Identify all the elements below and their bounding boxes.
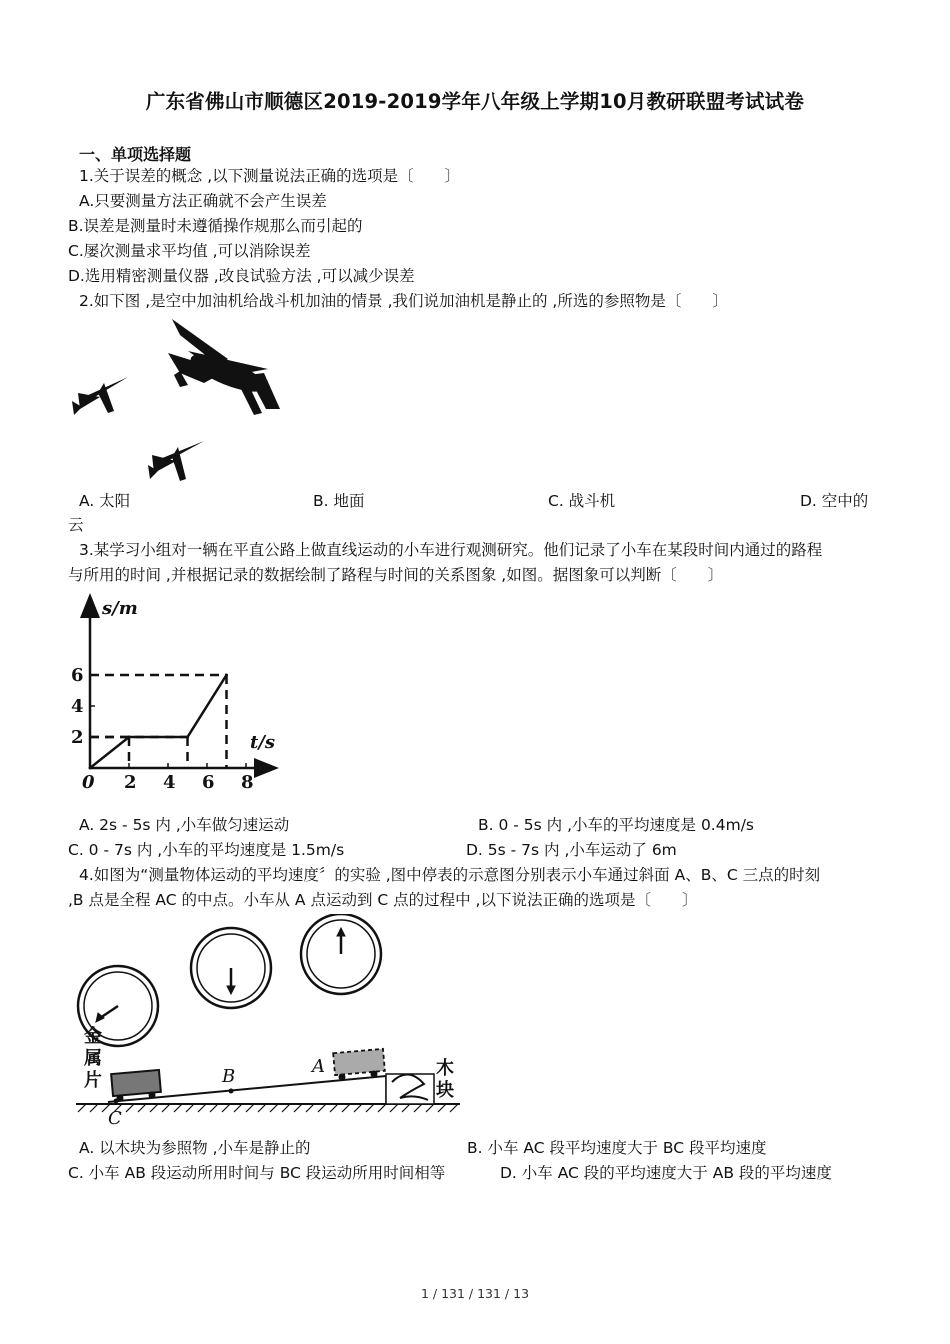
q3-option-c: C. 0 - 7s 内 ,小车的平均速度是 1.5m/s xyxy=(68,841,345,859)
q1-option-a: A.只要测量方法正确就不会产生误差 xyxy=(79,192,327,210)
q1-option-d: D.选用精密测量仪器 ,改良试验方法 ,可以减少误差 xyxy=(68,267,415,285)
q1-stem: 1.关于误差的概念 ,以下测量说法正确的选项是〔 〕 xyxy=(79,167,461,185)
stopwatch-b xyxy=(191,928,271,1008)
y-tick-label: 6 xyxy=(71,665,84,686)
page-title: 广东省佛山市顺德区2019-2019学年八年级上学期10月教研联盟考试试卷 xyxy=(145,90,805,113)
q4-option-d: D. 小车 AC 段的平均速度大于 AB 段的平均速度 xyxy=(500,1164,832,1182)
label-metal-3: 片 xyxy=(84,1070,102,1091)
car-at-a xyxy=(333,1049,385,1081)
q3-option-d: D. 5s - 7s 内 ,小车运动了 6m xyxy=(466,841,677,859)
x-tick-label: 2 xyxy=(124,772,137,793)
y-tick-label: 2 xyxy=(71,727,84,748)
q2-option-d: D. 空中的 xyxy=(800,492,869,510)
page-number: 1 / 131 / 131 / 13 xyxy=(420,1286,530,1301)
q4-option-a: A. 以木块为参照物 ,小车是静止的 xyxy=(79,1139,311,1157)
q1-option-b: B.误差是测量时未遵循操作规那么而引起的 xyxy=(68,217,363,235)
data-point xyxy=(128,736,131,739)
label-point-c: C xyxy=(108,1108,122,1129)
x-tick-label: 0 xyxy=(82,772,95,793)
refueling-aircraft-figure xyxy=(68,313,288,483)
car-at-c xyxy=(111,1070,161,1102)
q3-stem-line2: 与所用的时间 ,并根据记录的数据绘制了路程与时间的关系图象 ,如图。据图象可以判断〔 〕 xyxy=(68,566,724,584)
q4-stem-line2: ,B 点是全程 AC 的中点。小车从 A 点运动到 C 点的过程中 ,以下说法正确的选项是〔 〕 xyxy=(68,891,698,909)
x-tick-label: 8 xyxy=(241,772,254,793)
label-wood-2: 块 xyxy=(436,1080,454,1101)
label-metal-1: 金 xyxy=(84,1026,102,1047)
q4-stem-line1: 4.如图为“测量物体运动的平均速度〞的实验 ,图中停表的示意图分别表示小车通过斜面 A、B、C 三点的时刻 xyxy=(79,866,821,884)
q4-option-c: C. 小车 AB 段运动所用时间与 BC 段运动所用时间相等 xyxy=(68,1164,446,1182)
point-c-marker xyxy=(114,1099,119,1104)
ground xyxy=(76,1104,460,1112)
q2-stem: 2.如下图 ,是空中加油机给战斗机加油的情景 ,我们说加油机是静止的 ,所选的参照物是〔 〕 xyxy=(79,292,728,310)
stopwatch-a xyxy=(301,914,381,994)
x-tick-label: 6 xyxy=(202,772,215,793)
q1-option-c: C.屡次测量求平均值 ,可以消除误差 xyxy=(68,242,311,260)
data-point xyxy=(225,674,228,677)
label-wood-1: 木 xyxy=(436,1058,454,1079)
data-point xyxy=(89,767,92,770)
y-axis-label: s/m xyxy=(102,598,138,619)
label-point-a: A xyxy=(312,1056,325,1077)
wood-block xyxy=(386,1074,434,1104)
label-metal-2: 属 xyxy=(84,1048,102,1069)
x-axis-label: t/s xyxy=(250,732,276,753)
section-heading: 一、单项选择题 xyxy=(79,145,192,164)
q2-option-a: A. 太阳 xyxy=(79,492,131,510)
q3-stem-line1: 3.某学习小组对一辆在平直公路上做直线运动的小车进行观测研究。他们记录了小车在某段时间内通过的路程 xyxy=(79,541,823,559)
x-tick-label: 4 xyxy=(163,772,176,793)
series-line xyxy=(90,675,227,768)
q2-option-b: B. 地面 xyxy=(313,492,365,510)
point-b-marker xyxy=(229,1089,234,1094)
distance-time-chart xyxy=(68,590,413,800)
y-tick-label: 4 xyxy=(71,696,84,717)
label-point-b: B xyxy=(222,1066,236,1087)
q3-option-a: A. 2s - 5s 内 ,小车做匀速运动 xyxy=(79,816,290,834)
incline-experiment-figure xyxy=(68,914,468,1134)
q3-option-b: B. 0 - 5s 内 ,小车的平均速度是 0.4m/s xyxy=(478,816,754,834)
q2-option-d-wrap: 云 xyxy=(68,516,84,534)
q2-option-c: C. 战斗机 xyxy=(548,492,616,510)
data-point xyxy=(186,736,189,739)
q4-option-b: B. 小车 AC 段平均速度大于 BC 段平均速度 xyxy=(467,1139,767,1157)
